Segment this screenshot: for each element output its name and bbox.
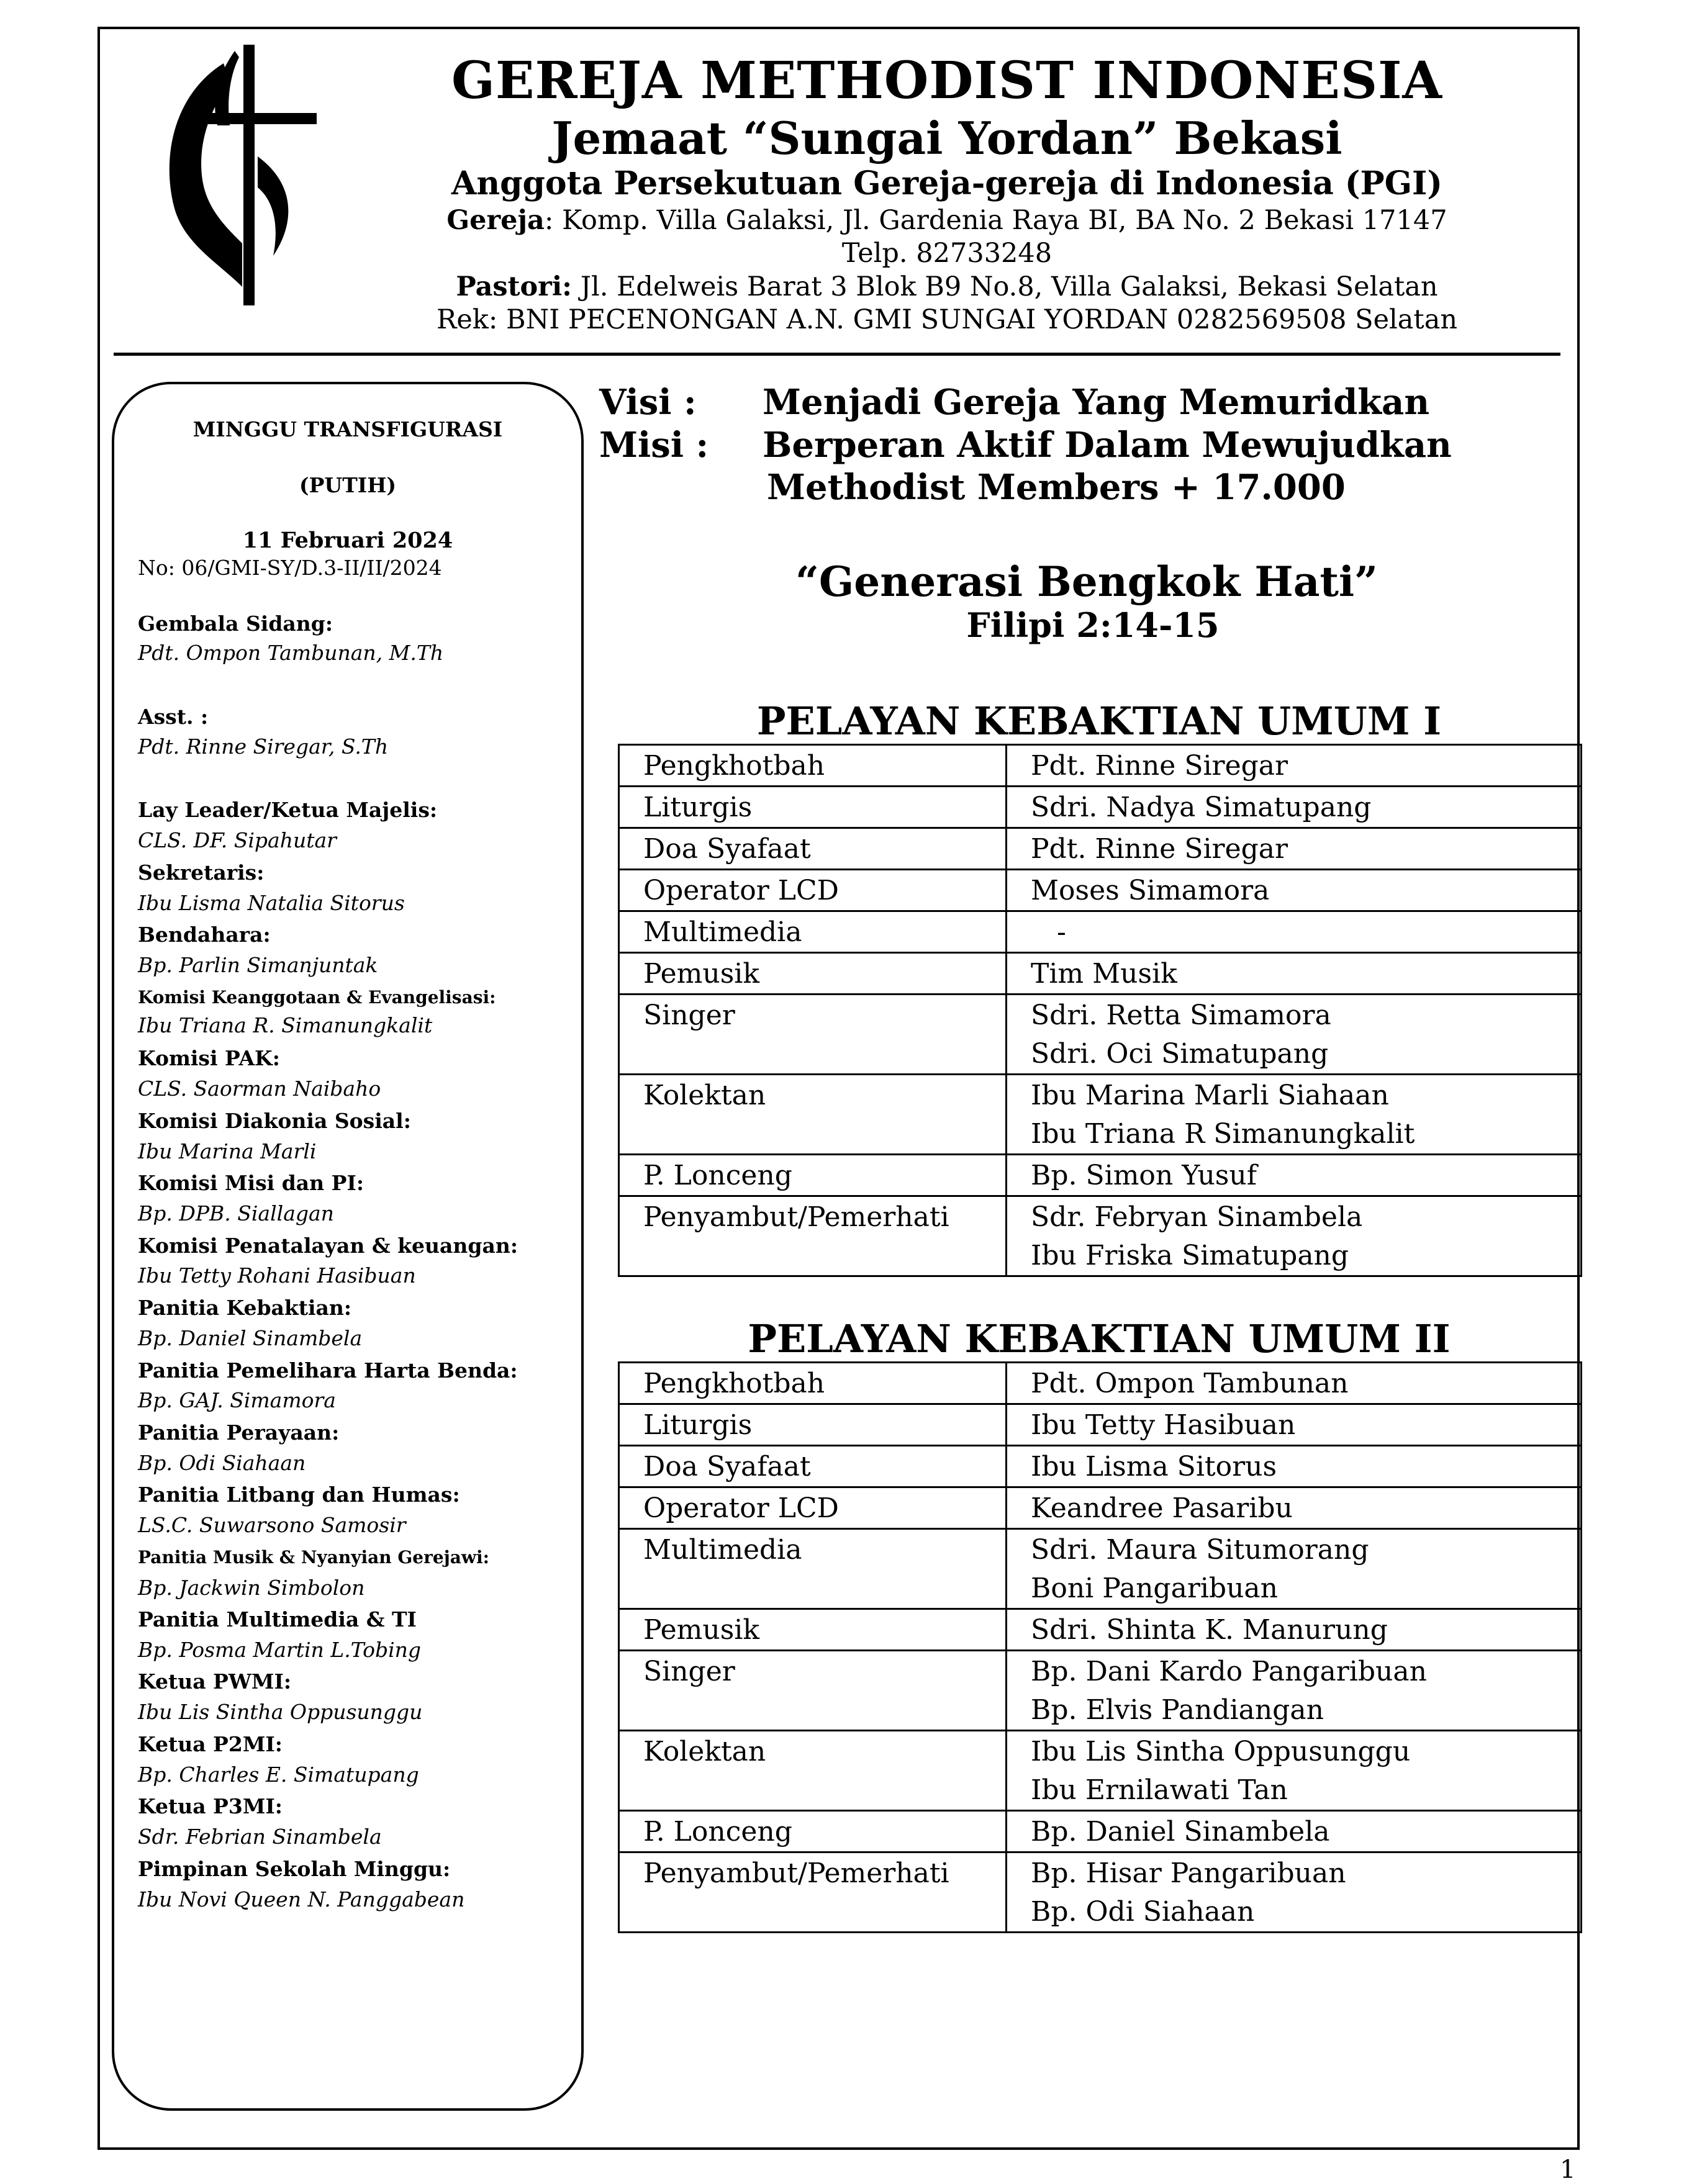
role-name: Bp. Parlin Simanjuntak	[138, 953, 378, 977]
parsonage-address: Jl. Edelweis Barat 3 Blok B9 No.8, Villa Galaksi, Bekasi Selatan	[572, 271, 1438, 302]
role-label: Panitia Litbang dan Humas:	[138, 1482, 460, 1507]
name-cell	[1007, 1731, 1582, 1811]
service-1-table	[618, 744, 1582, 1277]
role-label: Panitia Kebaktian:	[138, 1296, 352, 1320]
sermon-title: “Generasi Bengkok Hati”	[795, 557, 1378, 606]
role-label: Panitia Pemelihara Harta Benda:	[138, 1358, 518, 1383]
role-name: Bp. Charles E. Simatupang	[138, 1762, 419, 1787]
servant-name: Moses Simamora	[1031, 875, 1270, 906]
table-row	[619, 1155, 1582, 1196]
table-row	[619, 1609, 1582, 1651]
role-name: Ibu Marina Marli	[138, 1139, 317, 1163]
name-cell	[1007, 787, 1582, 828]
misi-label: Misi :	[599, 425, 709, 466]
servant-name: Sdri. Retta Simamora	[1031, 999, 1331, 1031]
misi-text-continued: Methodist Members + 17.000	[767, 467, 1346, 508]
name-cell	[1007, 995, 1582, 1075]
phone-line: Telp. 82733248	[841, 238, 1052, 269]
name-cell	[1007, 1404, 1582, 1446]
name-cell	[1007, 1852, 1582, 1933]
name-cell	[1007, 1609, 1582, 1651]
role-name: Bp. Posma Martin L.Tobing	[138, 1638, 422, 1662]
table-row	[619, 1852, 1582, 1933]
role-name: Bp. Odi Siahaan	[138, 1451, 306, 1475]
table-row	[619, 1196, 1582, 1276]
table-row	[619, 1404, 1582, 1446]
servant-name: Sdri. Oci Simatupang	[1031, 1038, 1329, 1070]
name-cell	[1007, 1363, 1582, 1404]
sunday-name: MINGGU TRANSFIGURASI	[192, 417, 503, 441]
table-row	[619, 1487, 1582, 1529]
role-cell: Penyambut/Pemerhati	[619, 1852, 1007, 1933]
scripture-reference: Filipi 2:14-15	[966, 605, 1220, 645]
role-name: Ibu Novi Queen N. Panggabean	[138, 1887, 465, 1911]
servant-name: Ibu Tetty Hasibuan	[1031, 1409, 1296, 1441]
role-cell: Singer	[619, 1651, 1007, 1731]
role-label: Komisi PAK:	[138, 1046, 280, 1070]
service-1-title: PELAYAN KEBAKTIAN UMUM I	[756, 698, 1442, 744]
servant-name: Ibu Ernilawati Tan	[1031, 1774, 1288, 1806]
table-row	[619, 1731, 1582, 1811]
table-row	[619, 953, 1582, 995]
servant-name: Bp. Dani Kardo Pangaribuan	[1031, 1656, 1427, 1687]
page-number: 1	[1560, 2155, 1576, 2184]
role-label: Panitia Perayaan:	[138, 1420, 340, 1445]
role-cell: Liturgis	[619, 787, 1007, 828]
role-label: Panitia Musik & Nyanyian Gerejawi:	[138, 1547, 489, 1568]
name-cell	[1007, 1155, 1582, 1196]
role-name: Ibu Lisma Natalia Sitorus	[138, 891, 405, 915]
servant-name: Keandree Pasaribu	[1031, 1492, 1293, 1524]
servant-name: Sdri. Maura Situmorang	[1031, 1534, 1369, 1566]
name-cell	[1007, 828, 1582, 870]
role-name: Bp. GAJ. Simamora	[138, 1388, 336, 1412]
role-cell: Pemusik	[619, 1609, 1007, 1651]
servant-name: Ibu Triana R Simanungkalit	[1031, 1118, 1415, 1150]
membership-line: Anggota Persekutuan Gereja-gereja di Indonesia (PGI)	[451, 165, 1442, 202]
name-cell	[1007, 1487, 1582, 1529]
role-cell: Kolektan	[619, 1075, 1007, 1155]
table-row	[619, 870, 1582, 911]
role-cell: Kolektan	[619, 1731, 1007, 1811]
role-cell: Doa Syafaat	[619, 828, 1007, 870]
role-label: Ketua P3MI:	[138, 1794, 283, 1818]
servant-name: Pdt. Rinne Siregar	[1031, 750, 1288, 782]
servant-name: Ibu Friska Simatupang	[1031, 1240, 1349, 1271]
servant-name: Bp. Elvis Pandiangan	[1031, 1694, 1324, 1726]
role-label: Komisi Keanggotaan & Evangelisasi:	[138, 987, 496, 1008]
role-name: Pdt. Ompon Tambunan, M.Th	[138, 641, 444, 665]
role-cell: Pengkhotbah	[619, 1363, 1007, 1404]
role-name: Bp. Daniel Sinambela	[138, 1326, 363, 1350]
role-cell: Liturgis	[619, 1404, 1007, 1446]
servant-name: Bp. Daniel Sinambela	[1031, 1816, 1330, 1848]
header-divider	[114, 353, 1560, 356]
role-cell: Penyambut/Pemerhati	[619, 1196, 1007, 1276]
table-row	[619, 1446, 1582, 1487]
church-address: : Komp. Villa Galaksi, Jl. Gardenia Raya BI, BA No. 2 Bekasi 17147	[544, 205, 1447, 236]
role-label: Asst. :	[138, 705, 209, 729]
name-cell	[1007, 1196, 1582, 1276]
servant-name: Bp. Odi Siahaan	[1031, 1896, 1255, 1928]
name-cell	[1007, 911, 1582, 953]
servant-name: Ibu Lisma Sitorus	[1031, 1451, 1277, 1482]
role-label: Ketua P2MI:	[138, 1732, 283, 1756]
servant-name: Sdri. Shinta K. Manurung	[1031, 1614, 1388, 1646]
name-cell	[1007, 953, 1582, 995]
liturgical-color: (PUTIH)	[299, 473, 396, 497]
servant-name: Ibu Marina Marli Siahaan	[1031, 1080, 1389, 1111]
church-title: GEREJA METHODIST INDONESIA	[451, 51, 1443, 111]
church-address-label: Gereja	[446, 205, 545, 236]
servant-name: Pdt. Rinne Siregar	[1031, 833, 1288, 865]
table-row	[619, 1075, 1582, 1155]
servant-name: -	[1031, 916, 1066, 948]
servant-name: Tim Musik	[1031, 958, 1177, 990]
role-cell: Pengkhotbah	[619, 745, 1007, 787]
role-label: Ketua PWMI:	[138, 1669, 292, 1694]
table-row	[619, 995, 1582, 1075]
role-cell: P. Lonceng	[619, 1155, 1007, 1196]
table-row	[619, 1651, 1582, 1731]
role-label: Komisi Misi dan PI:	[138, 1171, 364, 1195]
misi-text: Berperan Aktif Dalam Mewujudkan	[763, 425, 1452, 466]
servant-name: Ibu Lis Sintha Oppusunggu	[1031, 1736, 1411, 1767]
service-2-table	[618, 1361, 1582, 1933]
role-label: Bendahara:	[138, 923, 271, 947]
name-cell	[1007, 745, 1582, 787]
servant-name: Sdr. Febryan Sinambela	[1031, 1201, 1363, 1233]
role-cell: Doa Syafaat	[619, 1446, 1007, 1487]
role-cell: Operator LCD	[619, 870, 1007, 911]
role-cell: Operator LCD	[619, 1487, 1007, 1529]
servant-name: Sdri. Nadya Simatupang	[1031, 792, 1372, 823]
parsonage-line	[348, 271, 1546, 302]
role-name: Ibu Lis Sintha Oppusunggu	[138, 1700, 423, 1724]
role-cell: Multimedia	[619, 911, 1007, 953]
servant-name: Pdt. Ompon Tambunan	[1031, 1368, 1349, 1399]
name-cell	[1007, 1651, 1582, 1731]
table-row	[619, 828, 1582, 870]
servant-name: Bp. Hisar Pangaribuan	[1031, 1857, 1346, 1889]
table-row	[619, 1363, 1582, 1404]
role-name: Sdr. Febrian Sinambela	[138, 1825, 382, 1849]
bulletin-date: 11 Februari 2024	[242, 528, 453, 553]
role-name: LS.C. Suwarsono Samosir	[138, 1513, 406, 1537]
role-name: CLS. DF. Sipahutar	[138, 828, 337, 852]
servant-name: Boni Pangaribuan	[1031, 1573, 1278, 1604]
role-name: Bp. Jackwin Simbolon	[138, 1576, 365, 1600]
role-cell: Pemusik	[619, 953, 1007, 995]
role-label: Panitia Multimedia & TI	[138, 1607, 417, 1631]
role-label: Lay Leader/Ketua Majelis:	[138, 798, 438, 822]
parsonage-label: Pastori:	[456, 271, 573, 302]
visi-text: Menjadi Gereja Yang Memuridkan	[763, 382, 1430, 423]
role-cell: P. Lonceng	[619, 1811, 1007, 1852]
servant-name: Bp. Simon Yusuf	[1031, 1160, 1257, 1191]
role-label: Sekretaris:	[138, 860, 265, 885]
cross-and-flame-logo	[149, 38, 329, 312]
table-row	[619, 911, 1582, 953]
role-label: Gembala Sidang:	[138, 611, 333, 636]
table-row	[619, 787, 1582, 828]
service-2-title: PELAYAN KEBAKTIAN UMUM II	[748, 1316, 1451, 1361]
table-row	[619, 1529, 1582, 1609]
role-name: Bp. DPB. Siallagan	[138, 1201, 334, 1225]
bank-account-line: Rek: BNI PECENONGAN A.N. GMI SUNGAI YORDAN 0282569508 Selatan	[436, 304, 1458, 335]
church-address-line	[348, 205, 1546, 236]
role-cell: Singer	[619, 995, 1007, 1075]
name-cell	[1007, 1811, 1582, 1852]
bulletin-number: No: 06/GMI-SY/D.3-II/II/2024	[138, 556, 442, 580]
role-label: Komisi Penatalayan & keuangan:	[138, 1234, 518, 1258]
congregation-name: Jemaat “Sungai Yordan” Bekasi	[551, 112, 1342, 165]
role-name: Ibu Triana R. Simanungkalit	[138, 1013, 433, 1037]
role-name: Ibu Tetty Rohani Hasibuan	[138, 1263, 416, 1288]
name-cell	[1007, 1529, 1582, 1609]
role-name: CLS. Saorman Naibaho	[138, 1076, 381, 1101]
name-cell	[1007, 870, 1582, 911]
role-label: Komisi Diakonia Sosial:	[138, 1109, 411, 1133]
role-cell: Multimedia	[619, 1529, 1007, 1609]
visi-label: Visi :	[599, 382, 697, 423]
table-row	[619, 745, 1582, 787]
table-row	[619, 1811, 1582, 1852]
role-name: Pdt. Rinne Siregar, S.Th	[138, 734, 389, 759]
name-cell	[1007, 1446, 1582, 1487]
role-label: Pimpinan Sekolah Minggu:	[138, 1857, 451, 1881]
name-cell	[1007, 1075, 1582, 1155]
